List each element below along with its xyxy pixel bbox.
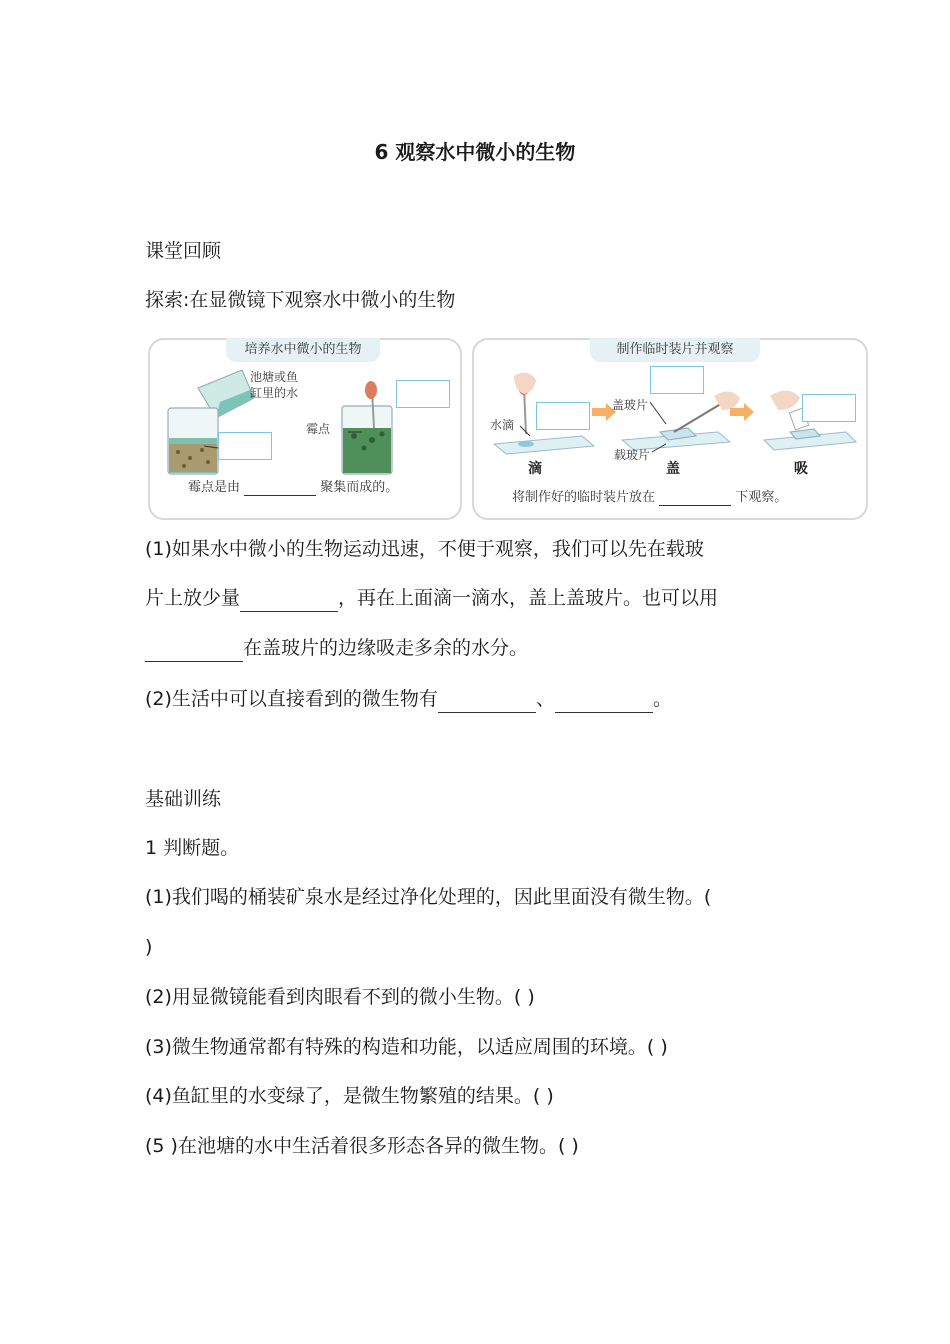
explore-heading: 探索:在显微镜下观察水中微小的生物 [145, 289, 456, 311]
question-2-separator: 、 [535, 688, 555, 710]
section-review-heading: 课堂回顾 [145, 240, 222, 262]
water-source-label-2: 缸里的水 [250, 386, 299, 400]
culture-answer-box-1[interactable] [218, 432, 272, 460]
water-source-label-1: 池塘或鱼 [250, 370, 299, 384]
step-drip-label: 滴 [528, 461, 542, 477]
judge-item-4: (4)鱼缸里的水变绿了，是微生物繁殖的结果。( ) [145, 1085, 554, 1107]
slide-answer-box-2[interactable] [650, 366, 704, 394]
question-1-text-b: ，再在上面滴一滴水，盖上盖玻片。也可以用 [338, 587, 719, 609]
judge-item-1-close: ) [145, 936, 153, 958]
slide-panel-title: 制作临时装片并观察 [590, 338, 760, 362]
slide-caption-after: 下观察。 [735, 490, 788, 505]
judge-item-2: (2)用显微镜能看到肉眼看不到的微小生物。( ) [145, 986, 535, 1008]
question-2 [145, 686, 672, 713]
culture-caption-blank[interactable] [244, 480, 316, 496]
judge-title: 1 判断题。 [145, 837, 240, 859]
mold-label: 霉点 [306, 422, 331, 436]
water-drop-label: 水滴 [490, 418, 515, 432]
page-title: 6 观察水中微小的生物 [374, 140, 576, 164]
slide-label: 载玻片 [614, 448, 651, 462]
question-2-end: 。 [652, 688, 672, 710]
slide-panel [472, 338, 868, 520]
culture-panel-title: 培养水中微小的生物 [226, 338, 380, 362]
slide-answer-box-3[interactable] [802, 394, 856, 422]
judge-item-5: (5 )在池塘的水中生活着很多形态各异的微生物。( ) [145, 1135, 579, 1157]
slide-caption-before: 将制作好的临时装片放在 [512, 490, 656, 505]
slide-answer-box-1[interactable] [536, 402, 590, 430]
judge-item-3: (3)微生物通常都有特殊的构造和功能，以适应周围的环境。( ) [145, 1036, 668, 1058]
question-1-line-1: (1)如果水中微小的生物运动迅速，不便于观察，我们可以先在载玻 [145, 538, 704, 560]
step-absorb-label: 吸 [794, 461, 808, 477]
question-1-blank-1[interactable] [240, 585, 338, 612]
left-beaker [168, 408, 218, 474]
culture-caption [188, 476, 398, 496]
section-basic-heading: 基础训练 [145, 788, 222, 810]
cover-slip-label: 盖玻片 [612, 398, 649, 412]
question-1-line-2 [145, 585, 718, 612]
question-1-text-c: 在盖玻片的边缘吸走多余的水分。 [243, 637, 529, 659]
question-2-blank-2[interactable] [555, 686, 653, 713]
slide-caption-blank[interactable] [659, 490, 731, 506]
judge-item-1: (1)我们喝的桶装矿泉水是经过净化处理的，因此里面没有微生物。( [145, 886, 712, 908]
question-1-text-a: 片上放少量 [145, 587, 241, 609]
slide-caption [512, 486, 787, 506]
question-1-line-3 [145, 635, 528, 662]
experiment-figure [148, 334, 868, 520]
culture-answer-box-2[interactable] [396, 380, 450, 408]
question-1-blank-2[interactable] [145, 635, 243, 662]
right-beaker [342, 381, 392, 474]
culture-panel [148, 338, 462, 520]
culture-caption-after: 聚集而成的。 [320, 480, 399, 495]
culture-caption-before: 霉点是由 [188, 480, 241, 495]
question-2-text: (2)生活中可以直接看到的微生物有 [145, 688, 438, 710]
question-2-blank-1[interactable] [438, 686, 536, 713]
step-cover-label: 盖 [666, 461, 680, 477]
